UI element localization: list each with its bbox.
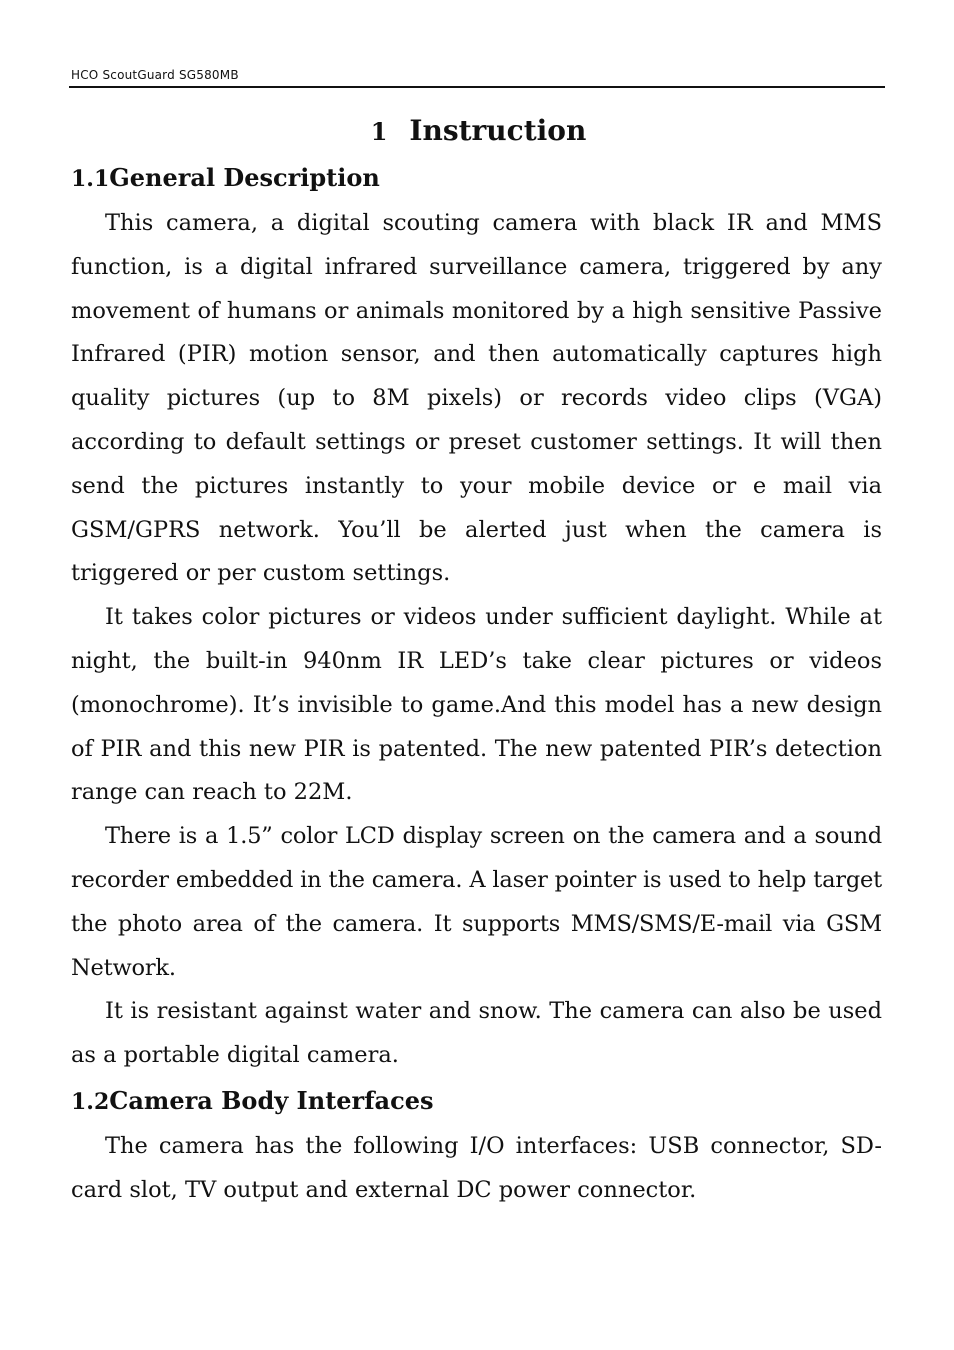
chapter-number: 1 [370,117,388,146]
chapter-title-text: Instruction [409,114,587,147]
section-title-general-description [71,155,882,202]
paragraph: There is a 1.5” color LCD display screen on the camera and a sound recorder embedded in the camera. A laser pointer is used to help target the photo area of the camera. It supports MMS/SMS/E-mail via GSM Network. [71,823,882,981]
section-number: 1.1 [71,166,110,192]
header-rule [69,86,885,88]
paragraph: It takes color pictures or videos under sufficient daylight. While at night, the built-in 940nm IR LED’s take clear pictures or videos (monochrome). It’s invisible to game.And this model has a new design of PIR and this new PIR is patented. The new patented PIR’s detection range can reach to 22M. [71,604,882,806]
section-title-text: General Description [109,163,380,192]
section-number: 1.2 [71,1088,110,1115]
paragraph: The camera has the following I/O interfaces: USB connector, SD-card slot, TV output and external DC power connector. [71,1132,882,1203]
section-title-camera-body-interfaces [71,1078,882,1125]
chapter-title [71,108,882,155]
paragraph: It is resistant against water and snow. The camera can also be used as a portable digital camera. [71,998,882,1069]
running-header: HCO ScoutGuard SG580MB [71,68,239,82]
page-body [71,108,882,1213]
section-title-text: Camera Body Interfaces [109,1085,434,1115]
paragraph: This camera, a digital scouting camera with black IR and MMS function, is a digital infrared surveillance camera, triggered by any movement of humans or animals monitored by a high sensitive Passive Infrared (PIR) motion sensor, and then automatically captures high quality pictures (up to 8M pixels) or records video clips (VGA) according to default settings or preset customer settings. It will then send the pictures instantly to your mobile device or e mail via GSM/GPRS network. You’ll be alerted just when the camera is triggered or per custom settings. [71,210,882,587]
